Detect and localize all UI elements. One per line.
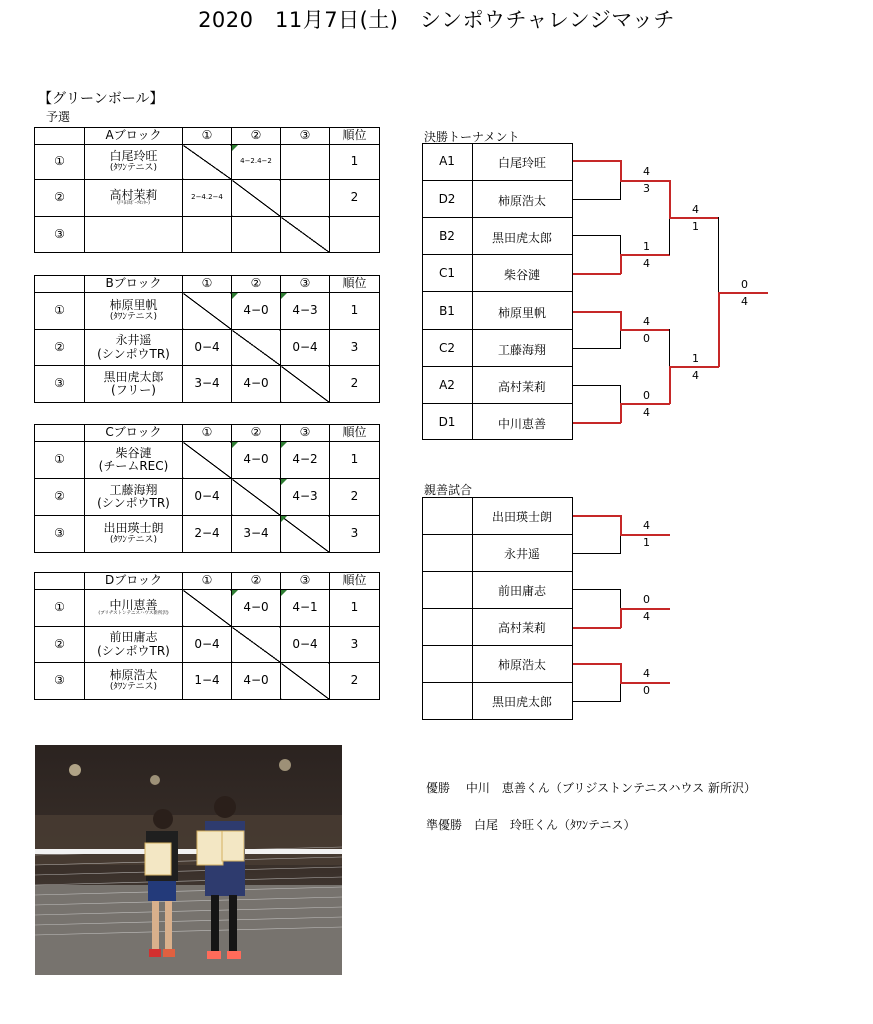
self-cell [281,217,330,253]
score-cell: 4−0 [232,663,281,700]
score-cell: 0−4 [281,627,330,663]
bracket-line [718,217,719,293]
block-name: Bブロック [85,276,183,293]
score-cell: 0−4 [183,627,232,663]
player-name: 柿原浩太 [109,668,158,683]
row-divider [422,403,573,404]
header-blank [35,573,85,590]
bracket-line [718,292,768,294]
header-rank: 順位 [330,573,380,590]
bracket-line [620,534,621,554]
player-cell [85,330,183,366]
block-d-table [34,572,380,700]
match-score: 4 [692,369,699,382]
bracket-line [620,311,622,330]
seed-label: B1 [439,304,455,318]
self-cell [232,627,281,663]
match-score: 4 [643,610,650,623]
player-cell [85,590,183,627]
block-c-table [34,424,380,553]
bracket-line [573,199,621,200]
bracket-line [573,385,621,386]
score-cell: 1−4 [183,663,232,700]
row-number: ① [35,590,85,627]
seed-label: A2 [439,378,455,392]
page-title: 2020 11月7日(土) シンポウチャレンジマッチ [198,8,675,32]
section-title: 【グリーンボール】 [38,91,164,107]
self-cell [281,516,330,553]
score-cell: 4−0 [232,366,281,403]
header-col1: ① [183,425,232,442]
self-cell [183,590,232,627]
player-name: 出田瑛士朗 [103,521,164,536]
bracket-line [573,515,621,517]
bracket-player: 白尾玲旺 [497,156,546,170]
match-score: 4 [692,203,699,216]
prelim-label: 予選 [46,110,71,124]
row-divider [422,254,573,255]
rank-cell: 3 [330,516,380,553]
row-number: ① [35,145,85,180]
bracket-line [669,366,719,368]
score-cell: 4−1 [281,590,330,627]
score-cell: 4−0 [232,590,281,627]
score-cell: 4−3 [281,479,330,516]
row-divider [422,329,573,330]
winner-text: 優勝 中川 恵善くん（ブリジストンテニスハウス 新所沢） [426,781,756,795]
winners-photo [35,745,342,975]
rank-cell: 3 [330,627,380,663]
row-number: ③ [35,366,85,403]
player-name: 中川恵善 [109,597,158,612]
row-divider [422,366,573,367]
bracket-line [573,553,621,554]
block-name: Cブロック [85,425,183,442]
match-score: 4 [643,667,650,680]
row-number: ③ [35,663,85,700]
player-club: (ﾀﾜﾝテニス) [109,162,158,173]
match-score: 4 [741,295,748,308]
bracket-line [620,180,621,200]
row-number: ③ [35,516,85,553]
block-a-table [34,127,380,253]
match-score: 0 [643,332,650,345]
bracket-player: 高村茉莉 [497,380,546,394]
bracket-player: 柴谷漣 [503,268,540,282]
bracket-line [620,254,670,256]
header-col3: ③ [281,276,330,293]
header-col1: ① [183,128,232,145]
score-cell: 2−4 [183,516,232,553]
header-col2: ② [232,128,281,145]
player-club: (シンポウTR) [97,643,170,658]
match-score: 1 [692,220,699,233]
bracket-line [573,273,621,275]
bracket-line [620,403,622,423]
score-cell: 0−4 [183,330,232,366]
row-divider [422,534,573,535]
player-cell [85,663,183,700]
bracket-player: 工藤海翔 [497,343,546,357]
row-divider [422,291,573,292]
match-score: 4 [643,406,650,419]
final-tournament-label: 決勝トーナメント [424,130,520,144]
rank-cell: 2 [330,180,380,217]
match-score: 3 [643,182,650,195]
match-score: 4 [643,519,650,532]
bracket-line [620,515,622,535]
bracket-line [669,180,671,218]
self-cell [281,663,330,700]
bracket-line [620,608,622,628]
player-cell [85,293,183,330]
self-cell [183,442,232,479]
seed-label: D1 [438,415,456,429]
score-cell: 3−4 [232,516,281,553]
self-cell [183,293,232,330]
bracket-player: 柿原里帆 [497,306,546,320]
score-cell: 0−4 [183,479,232,516]
row-number: ① [35,293,85,330]
rank-cell: 2 [330,663,380,700]
score-cell: 4−0 [232,442,281,479]
player-club: (ブリヂストンテニスハウス新所沢) [98,611,169,617]
row-number: ③ [35,217,85,253]
seed-label: C1 [438,266,455,280]
bracket-line [669,366,671,404]
header-blank [35,276,85,293]
player-name: 白尾玲旺 [109,149,158,164]
row-number: ② [35,180,85,217]
match-score: 0 [643,684,650,697]
match-score: 0 [643,389,650,402]
block-name: Dブロック [85,573,183,590]
score-cell [281,145,330,180]
self-cell [183,145,232,180]
self-cell [232,330,281,366]
player-cell [85,627,183,663]
score-cell [232,217,281,253]
seed-label: D2 [438,192,456,206]
bracket-player: 永井遥 [503,547,540,561]
bracket-player: 黒田虎太郎 [491,695,552,709]
bracket-line [718,292,720,367]
player-club: (戸田ｽﾎﾟｰﾂｾﾝﾀｰ) [117,201,150,207]
bracket-line [620,589,621,608]
bracket-line [620,385,621,404]
header-blank [35,425,85,442]
bracket-line [573,589,621,590]
player-cell [85,145,183,180]
bracket-player: 柿原浩太 [497,194,546,208]
header-col3: ③ [281,425,330,442]
header-blank [35,128,85,145]
rank-cell: 2 [330,366,380,403]
player-name: 工藤海翔 [109,482,158,497]
header-col2: ② [232,425,281,442]
bracket-line [620,663,622,683]
player-name: 柿原里帆 [109,298,158,313]
seed-label: B2 [439,229,455,243]
player-club: (チームREC) [98,459,169,473]
score-cell: 4−3 [281,293,330,330]
rank-cell: 1 [330,145,380,180]
player-club: (ﾀﾜﾝテニス) [109,681,158,692]
row-divider [422,217,573,218]
bracket-line [669,329,670,367]
bracket-line [669,217,719,219]
bracket-line [573,627,621,629]
player-cell [85,217,183,253]
self-cell [232,180,281,217]
rank-cell: 2 [330,479,380,516]
match-score: 4 [643,315,650,328]
bracket-line [573,348,621,349]
match-score: 1 [643,536,650,549]
row-number: ② [35,627,85,663]
player-name: 黒田虎太郎 [103,369,164,384]
row-divider [422,571,573,572]
score-cell [183,217,232,253]
bracket-line [620,160,622,181]
header-rank: 順位 [330,276,380,293]
score-cell [281,180,330,217]
rank-cell: 1 [330,590,380,627]
bracket-line [573,160,621,162]
player-name: 高村茉莉 [109,187,158,202]
player-club: (フリー) [111,383,156,397]
player-name: 柴谷漣 [115,445,152,460]
match-score: 1 [643,240,650,253]
match-score: 4 [643,165,650,178]
match-score: 1 [692,352,699,365]
self-cell [281,366,330,403]
header-col2: ② [232,573,281,590]
bracket-line [620,235,621,254]
header-col3: ③ [281,573,330,590]
header-col1: ① [183,573,232,590]
runner-up-text: 準優勝 白尾 玲旺くん（ﾀﾜﾝテニス） [426,818,636,832]
header-col1: ① [183,276,232,293]
player-cell [85,479,183,516]
row-divider [422,608,573,609]
rank-cell: 3 [330,330,380,366]
bracket-player: 出田瑛士朗 [491,510,552,524]
bracket-player: 前田庸志 [497,584,546,598]
bracket-line [620,254,622,274]
bracket-player: 柿原浩太 [497,658,546,672]
bracket-line [620,329,621,349]
bracket-player: 中川恵善 [497,417,546,431]
bracket-line [573,235,621,236]
rank-cell: 1 [330,442,380,479]
row-number: ① [35,442,85,479]
player-cell [85,516,183,553]
block-b-table [34,275,380,403]
player-name: 前田庸志 [109,630,158,645]
friendly-match-label: 親善試合 [424,483,473,497]
bracket-line [573,311,621,313]
player-name: 永井遥 [115,333,152,348]
player-club: (ﾀﾜﾝテニス) [109,534,158,545]
score-cell: 4−2 [281,442,330,479]
bracket-line [573,422,621,424]
bracket-line [573,663,621,665]
header-rank: 順位 [330,128,380,145]
score-cell: 4−0 [232,293,281,330]
score-cell: 3−4 [183,366,232,403]
score-cell: 4−2.4−2 [232,145,281,180]
score-cell: 2−4.2−4 [183,180,232,217]
block-name: Aブロック [85,128,183,145]
bracket-line [573,701,621,702]
seed-label: C2 [438,341,455,355]
header-rank: 順位 [330,425,380,442]
match-score: 4 [643,257,650,270]
rank-cell [330,217,380,253]
header-col2: ② [232,276,281,293]
player-cell [85,180,183,217]
row-divider [422,682,573,683]
bracket-line [620,329,670,331]
header-col3: ③ [281,128,330,145]
score-cell: 0−4 [281,330,330,366]
bracket-line [620,403,670,405]
match-score: 0 [741,278,748,291]
row-number: ② [35,330,85,366]
bracket-line [669,217,670,255]
row-number: ② [35,479,85,516]
self-cell [232,479,281,516]
bracket-player: 高村茉莉 [497,621,546,635]
player-club: (ﾀﾜﾝテニス) [109,311,158,322]
match-score: 0 [643,593,650,606]
bracket-line [620,682,621,702]
row-divider [422,180,573,181]
rank-cell: 1 [330,293,380,330]
bracket-player: 黒田虎太郎 [491,231,552,245]
player-club: (シンポウTR) [97,496,170,510]
seed-label: A1 [439,154,455,168]
player-club: (シンポウTR) [97,346,170,361]
player-cell [85,442,183,479]
player-cell [85,366,183,403]
row-divider [422,645,573,646]
